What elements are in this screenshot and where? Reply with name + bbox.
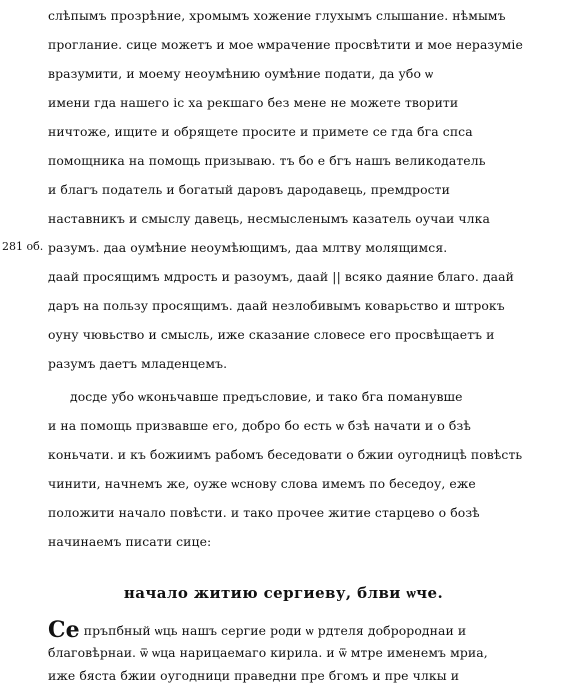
text-line: ничтоже, ищите и обрящете просите и примете се гда бга спса [48, 124, 473, 139]
text-line: разумъ. даа оумѣние неоумѣющимъ, даа млтву молящимся. [48, 240, 448, 255]
text-line: оуну чювьство и смысль, иже сказание словесе его просвѣщаетъ и [48, 327, 495, 342]
text-line: коньчати. и къ божиимъ рабомъ беседовати о бжии оугодницѣ повѣсть [48, 447, 523, 462]
text-line: благовѣрнаи. ѿ ѡца нарицаемаго кирила. и ѿ мтре именемъ мриа, [48, 645, 488, 660]
text-line: чинити, начнемъ же, оуже ѡснову слова имемъ по беседоу, еже [48, 476, 476, 491]
text-line [48, 617, 467, 643]
text-line: имени гда нашего іс ха рекшаго без мене не можете творити [48, 95, 459, 110]
text-line: наставникъ и смыслу давець, несмысленымъ казатель оучаи члка [48, 211, 490, 226]
text-line: разумъ даетъ младенцемъ. [48, 356, 228, 371]
initial-letter: Се [48, 617, 80, 643]
text-line: досде убо ѡконьчавше предъсловие, и тако бга поманувше [70, 389, 463, 404]
chapter-heading: начало житию сергиеву, блви ѡче. [123, 584, 444, 602]
text-line: и благъ податель и богатый даровъ дародавець, премдрости [48, 182, 450, 197]
text-line: и на помощь призвавше его, добро бо есть ѡ бзѣ начати и о бзѣ [48, 418, 471, 433]
text-line: начинаемъ писати сице: [48, 534, 212, 549]
folio-margin-note: 281 об. [2, 240, 44, 253]
text-line: вразумити, и моему неоумѣнию оумѣние подати, да убо ѡ [48, 66, 434, 81]
text-line: даръ на пользу просящимъ. даай незлобивымъ коварьство и штрокъ [48, 298, 505, 313]
text-line: слѣпымъ прозрѣние, хромымъ хожение глухымъ слышание. нѣмымъ [48, 8, 506, 23]
text-line: иже бяста бжии оугодници праведни пре бгомъ и пре члкы и [48, 668, 460, 683]
text-line: проглание. сице можетъ и мое ѡмрачение просвѣтити и мое неразуміе [48, 37, 523, 52]
text-line: даай просящимъ мдрость и разоумъ, даай || всяко даяние благо. даай [48, 269, 514, 284]
text-line-body: пръпбный ѡць нашъ сергие роди ѡ рдтеля добророднаи и [83, 623, 467, 638]
text-line: помощника на помощь призываю. тъ бо е бгъ нашъ великодатель [48, 153, 486, 168]
text-line: положити начало повѣсти. и тако прочее житие старцево о бозѣ [48, 505, 480, 520]
